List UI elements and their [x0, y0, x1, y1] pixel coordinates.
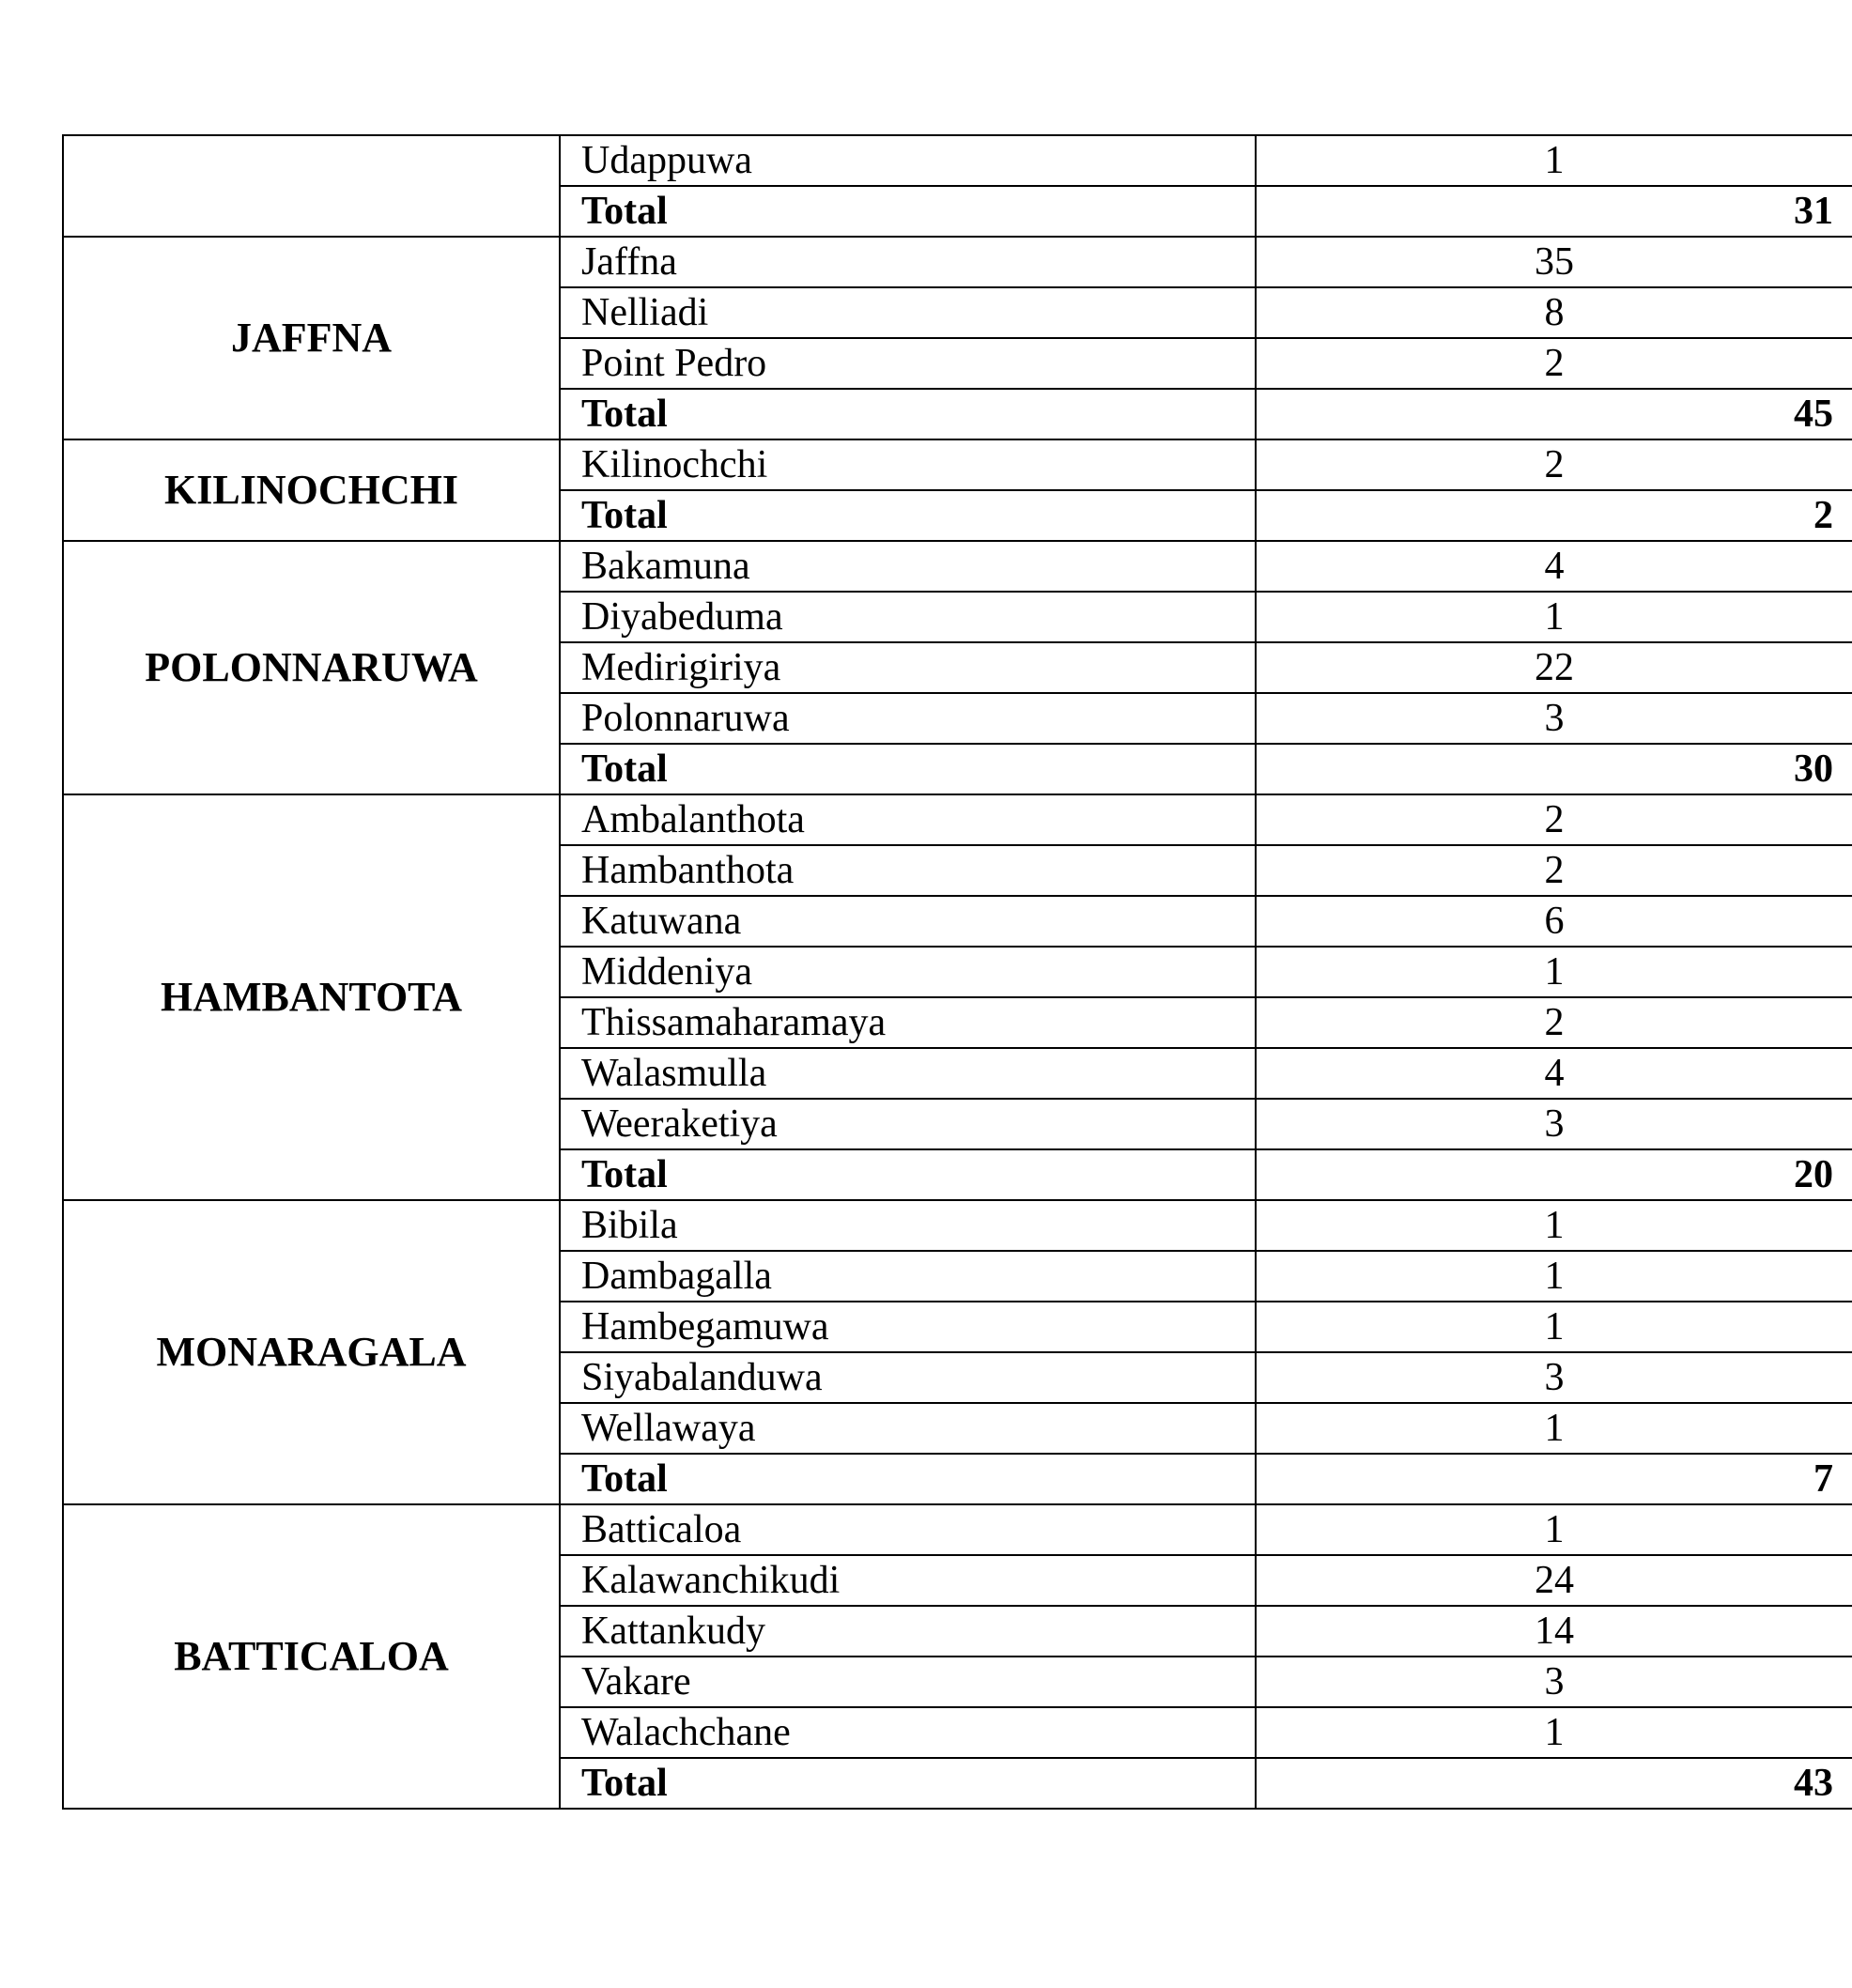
total-label: Total: [560, 1149, 1256, 1200]
total-value: 43: [1256, 1758, 1852, 1809]
total-value: 2: [1256, 490, 1852, 541]
place-cell: Siyabalanduwa: [560, 1352, 1256, 1403]
count-cell: 1: [1256, 1707, 1852, 1758]
district-cell: MONARAGALA: [63, 1200, 560, 1504]
table-row: [63, 237, 1852, 287]
place-cell: Point Pedro: [560, 338, 1256, 389]
count-cell: 8: [1256, 287, 1852, 338]
place-cell: Bakamuna: [560, 541, 1256, 592]
district-cell: BATTICALOA: [63, 1504, 560, 1809]
place-cell: Bibila: [560, 1200, 1256, 1251]
count-cell: 24: [1256, 1555, 1852, 1606]
place-cell: Medirigiriya: [560, 642, 1256, 693]
count-cell: 3: [1256, 1099, 1852, 1149]
place-cell: Middeniya: [560, 947, 1256, 997]
count-cell: 1: [1256, 135, 1852, 186]
place-cell: Kalawanchikudi: [560, 1555, 1256, 1606]
count-cell: 2: [1256, 997, 1852, 1048]
place-cell: Kilinochchi: [560, 439, 1256, 490]
total-value: 45: [1256, 389, 1852, 439]
place-cell: Kattankudy: [560, 1606, 1256, 1657]
count-cell: 3: [1256, 1657, 1852, 1707]
total-label: Total: [560, 1758, 1256, 1809]
count-cell: 1: [1256, 1200, 1852, 1251]
table-row: [63, 1200, 1852, 1251]
table-row: [63, 794, 1852, 845]
place-cell: Weeraketiya: [560, 1099, 1256, 1149]
district-cell: JAFFNA: [63, 237, 560, 439]
total-value: 20: [1256, 1149, 1852, 1200]
table-row: [63, 1504, 1852, 1555]
place-cell: Walachchane: [560, 1707, 1256, 1758]
place-cell: Nelliadi: [560, 287, 1256, 338]
count-cell: 4: [1256, 541, 1852, 592]
count-cell: 4: [1256, 1048, 1852, 1099]
total-label: Total: [560, 490, 1256, 541]
place-cell: Vakare: [560, 1657, 1256, 1707]
table-row: [63, 439, 1852, 490]
total-label: Total: [560, 744, 1256, 794]
total-label: Total: [560, 186, 1256, 237]
district-cell: [63, 135, 560, 237]
district-cell: KILINOCHCHI: [63, 439, 560, 541]
count-cell: 1: [1256, 592, 1852, 642]
district-cell: HAMBANTOTA: [63, 794, 560, 1200]
place-cell: Hambanthota: [560, 845, 1256, 896]
place-cell: Polonnaruwa: [560, 693, 1256, 744]
place-cell: Wellawaya: [560, 1403, 1256, 1454]
count-cell: 1: [1256, 1403, 1852, 1454]
count-cell: 3: [1256, 1352, 1852, 1403]
total-value: 30: [1256, 744, 1852, 794]
place-cell: Jaffna: [560, 237, 1256, 287]
place-cell: Walasmulla: [560, 1048, 1256, 1099]
count-cell: 2: [1256, 794, 1852, 845]
count-cell: 3: [1256, 693, 1852, 744]
place-cell: Thissamaharamaya: [560, 997, 1256, 1048]
count-cell: 2: [1256, 439, 1852, 490]
count-cell: 22: [1256, 642, 1852, 693]
count-cell: 35: [1256, 237, 1852, 287]
place-cell: Diyabeduma: [560, 592, 1256, 642]
place-cell: Katuwana: [560, 896, 1256, 947]
count-cell: 1: [1256, 1504, 1852, 1555]
count-cell: 1: [1256, 1302, 1852, 1352]
table-body: [63, 135, 1852, 1809]
total-value: 31: [1256, 186, 1852, 237]
total-label: Total: [560, 389, 1256, 439]
place-cell: Ambalanthota: [560, 794, 1256, 845]
district-count-table: [62, 134, 1852, 1810]
place-cell: Dambagalla: [560, 1251, 1256, 1302]
table-row: [63, 541, 1852, 592]
count-cell: 1: [1256, 947, 1852, 997]
total-value: 7: [1256, 1454, 1852, 1504]
count-cell: 2: [1256, 338, 1852, 389]
total-label: Total: [560, 1454, 1256, 1504]
place-cell: Batticaloa: [560, 1504, 1256, 1555]
place-cell: Udappuwa: [560, 135, 1256, 186]
count-cell: 14: [1256, 1606, 1852, 1657]
count-cell: 1: [1256, 1251, 1852, 1302]
table-row: [63, 135, 1852, 186]
count-cell: 6: [1256, 896, 1852, 947]
district-cell: POLONNARUWA: [63, 541, 560, 794]
count-cell: 2: [1256, 845, 1852, 896]
place-cell: Hambegamuwa: [560, 1302, 1256, 1352]
